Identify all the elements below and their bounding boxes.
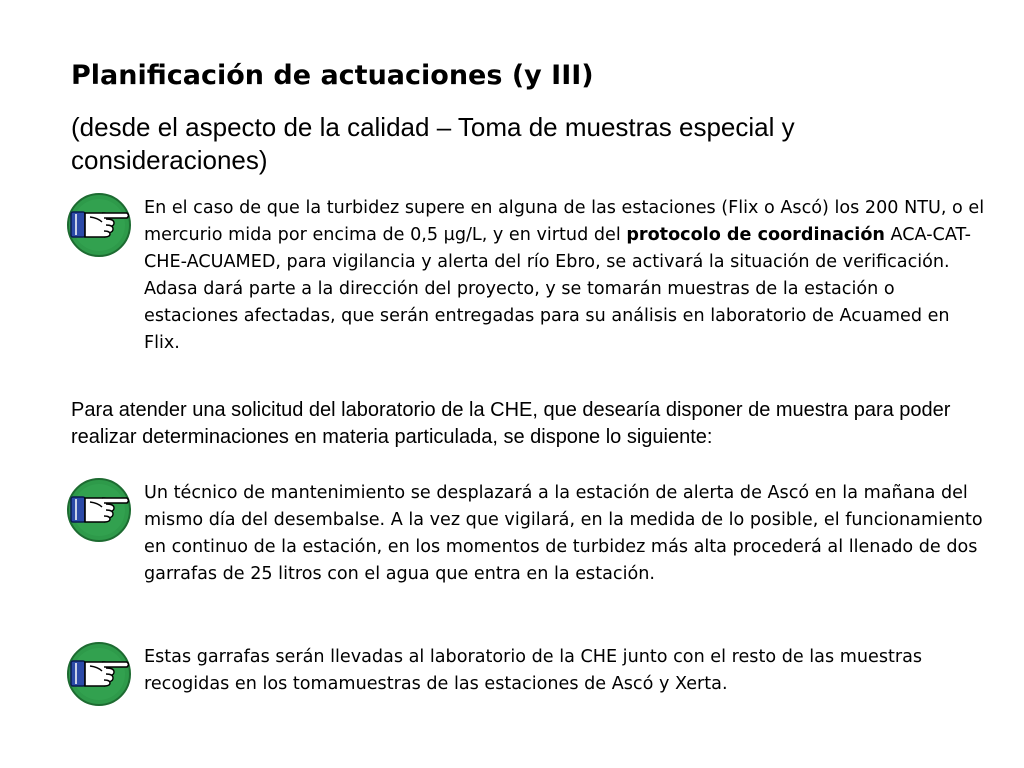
slide-subtitle: (desde el aspecto de la calidad – Toma de muestras especial y consideraciones) — [71, 112, 795, 175]
bullet-text: Un técnico de mantenimiento se desplazará a la estación de alerta de Ascó en la mañana del mismo día del desembalse. A la vez que vigilará, en la medida de lo posible, el funcionamiento en continuo de la estación, en los momentos de turbidez más alta procederá al llenado de dos garrafas de 25 litros con el agua que entra en la estación. — [144, 483, 983, 584]
intro-paragraph: Para atender una solicitud del laboratorio de la CHE, que desearía disponer de muestra para poder realizar determinaciones en materia particulada, se dispone lo siguiente: — [71, 399, 951, 448]
bullet-text-part: En el caso de que la turbidez supere en alguna de las estaciones (Flix o Ascó) los 200 NTU, o el mercurio mida por encima de 0,5 µg/L, y en virtud del — [144, 198, 985, 245]
bullet-text-part: ACA-CAT-CHE-ACUAMED, para vigilancia y alerta del río Ebro, se activará la situación de verificación. Adasa dará parte a la dirección del proyecto, y se tomarán muestras de la estación o estaciones afectadas, que serán entregadas para su análisis en laboratorio de Acuamed en Flix. — [144, 225, 971, 353]
pointing-hand-icon — [66, 192, 132, 258]
pointing-hand-icon — [66, 641, 132, 707]
pointing-hand-icon — [66, 477, 132, 543]
bullet-text — [144, 195, 990, 357]
bullet-text: Estas garrafas serán llevadas al laboratorio de la CHE junto con el resto de las muestras recogidas en los tomamuestras de las estaciones de Ascó y Xerta. — [144, 647, 923, 694]
bullet-text-bold: protocolo de coordinación — [626, 225, 885, 245]
slide-title: Planificación de actuaciones (y III) — [71, 60, 594, 91]
